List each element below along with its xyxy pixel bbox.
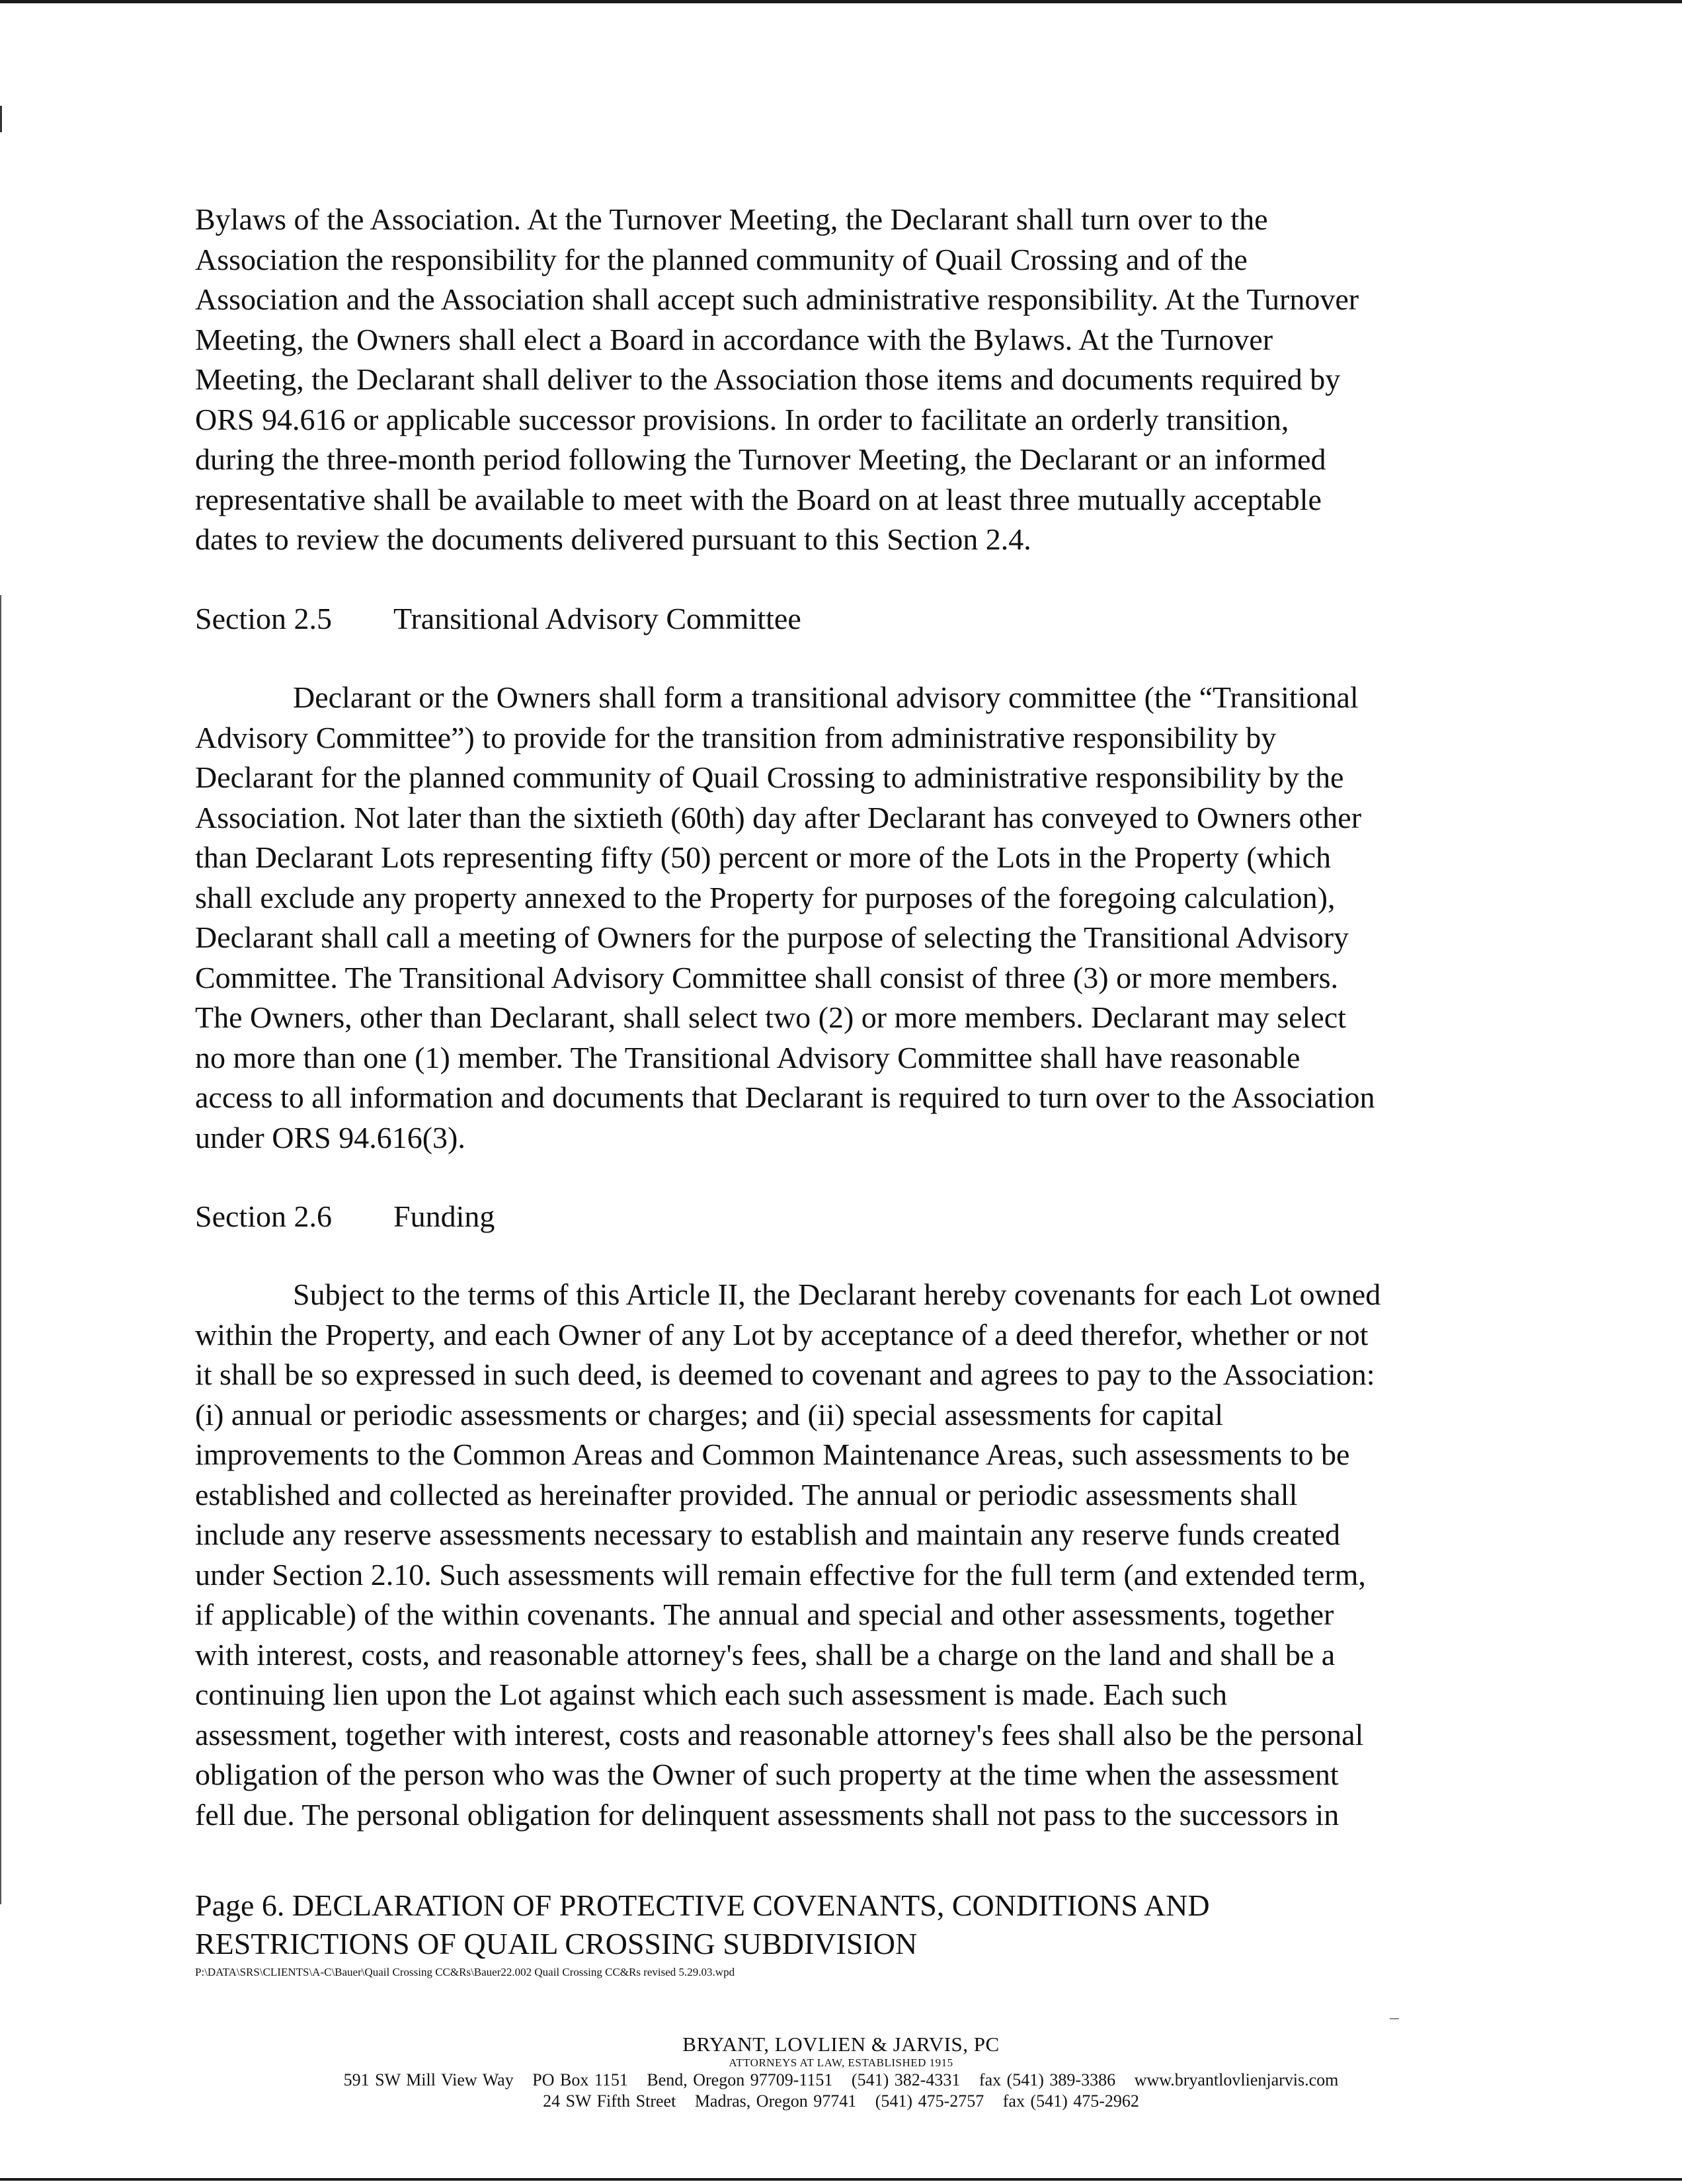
text-line: Association. Not later than the sixtieth (60th) day after Declarant has conveyed to Owners other bbox=[195, 800, 1362, 834]
footer-caption-line: Page 6. DECLARATION OF PROTECTIVE COVENANTS, CONDITIONS AND bbox=[195, 1888, 1210, 1922]
text-line: within the Property, and each Owner of any Lot by acceptance of a deed therefor, whether or not bbox=[195, 1317, 1369, 1352]
bottom-scan-border bbox=[0, 2178, 1682, 2181]
text-line: improvements to the Common Areas and Common Maintenance Areas, such assessments to be bbox=[195, 1437, 1350, 1471]
section-heading-2-6 bbox=[195, 1197, 495, 1236]
text-line: access to all information and documents that Declarant is required to turn over to the Association bbox=[195, 1080, 1375, 1114]
office-address-madras bbox=[0, 2091, 1682, 2112]
text-line: established and collected as hereinafter provided. The annual or periodic assessments shall bbox=[195, 1477, 1298, 1512]
firm-name: BRYANT, LOVLIEN & JARVIS, PC bbox=[682, 2033, 1000, 2056]
text-line: Bylaws of the Association. At the Turnover Meeting, the Declarant shall turn over to the bbox=[195, 202, 1268, 236]
office-phone: (541) 475-2757 bbox=[875, 2091, 984, 2111]
paragraph-funding bbox=[195, 1275, 1484, 1835]
office-fax: fax (541) 475-2962 bbox=[1002, 2091, 1139, 2111]
office-po-box: PO Box 1151 bbox=[532, 2070, 628, 2089]
text-line: Declarant for the planned community of Quail Crossing to administrative responsibility by the bbox=[195, 760, 1344, 794]
firm-website: www.bryantlovlienjarvis.com bbox=[1134, 2070, 1339, 2089]
paragraph-turnover-continuation bbox=[195, 200, 1484, 560]
text-line: shall exclude any property annexed to the Property for purposes of the foregoing calculation), bbox=[195, 880, 1336, 914]
text-line: it shall be so expressed in such deed, is deemed to covenant and agrees to pay to the Association: bbox=[195, 1357, 1375, 1391]
office-fax: fax (541) 389-3386 bbox=[979, 2070, 1116, 2089]
office-city: Madras, Oregon 97741 bbox=[694, 2091, 857, 2111]
text-line: no more than one (1) member. The Transitional Advisory Committee shall have reasonable bbox=[195, 1040, 1301, 1074]
office-phone: (541) 382-4331 bbox=[851, 2070, 961, 2089]
text-line: continuing lien upon the Lot against which each such assessment is made. Each such bbox=[195, 1678, 1228, 1711]
text-line: obligation of the person who was the Owner of such property at the time when the assessment bbox=[195, 1758, 1339, 1791]
section-title: Funding bbox=[393, 1199, 495, 1233]
office-street: 591 SW Mill View Way bbox=[343, 2070, 514, 2089]
text-line: under ORS 94.616(3). bbox=[195, 1120, 465, 1154]
text-line: Meeting, the Declarant shall deliver to the Association those items and documents required by bbox=[195, 362, 1341, 396]
text-line: ORS 94.616 or applicable successor provisions. In order to facilitate an orderly transition, bbox=[195, 402, 1289, 436]
office-address-bend bbox=[0, 2070, 1682, 2091]
text-line: Subject to the terms of this Article II, the Declarant hereby covenants for each Lot owned bbox=[293, 1277, 1381, 1311]
text-line: Declarant shall call a meeting of Owners for the purpose of selecting the Transitional Advisory bbox=[195, 920, 1349, 954]
text-line: Association and the Association shall accept such administrative responsibility. At the Turnover bbox=[195, 282, 1359, 316]
section-number: Section 2.6 bbox=[195, 1199, 332, 1233]
office-street: 24 SW Fifth Street bbox=[543, 2091, 676, 2111]
text-line: include any reserve assessments necessary to establish and maintain any reserve funds created bbox=[195, 1517, 1341, 1551]
document-file-path: P:\DATA\SRS\CLIENTS\A-C\Bauer\Quail Crossing CC&Rs\Bauer22.002 Quail Crossing CC&Rs revised 5.29.03.wpd bbox=[195, 1966, 735, 1978]
text-line: (i) annual or periodic assessments or charges; and (ii) special assessments for capital bbox=[195, 1397, 1223, 1432]
text-line: with interest, costs, and reasonable attorney's fees, shall be a charge on the land and shall be a bbox=[195, 1637, 1336, 1672]
firm-letterhead bbox=[0, 2033, 1682, 2112]
scan-edge-mark bbox=[0, 106, 2, 132]
section-title: Transitional Advisory Committee bbox=[393, 602, 801, 635]
text-line: if applicable) of the within covenants. The annual and special and other assessments, together bbox=[195, 1598, 1334, 1631]
text-line: during the three-month period following the Turnover Meeting, the Declarant or an informed bbox=[195, 442, 1326, 476]
section-heading-2-5 bbox=[195, 599, 801, 639]
text-line: Advisory Committee”) to provide for the transition from administrative responsibility by bbox=[195, 720, 1277, 754]
firm-tagline: ATTORNEYS AT LAW, ESTABLISHED 1915 bbox=[729, 2056, 953, 2069]
section-number: Section 2.5 bbox=[195, 602, 332, 635]
text-line: Meeting, the Owners shall elect a Board in accordance with the Bylaws. At the Turnover bbox=[195, 322, 1273, 356]
text-line: than Declarant Lots representing fifty (50) percent or more of the Lots in the Property (which bbox=[195, 840, 1332, 874]
scan-edge-mark bbox=[0, 595, 1, 1904]
top-scan-border bbox=[0, 0, 1682, 3]
office-city: Bend, Oregon 97709-1151 bbox=[647, 2070, 833, 2089]
text-line: Committee. The Transitional Advisory Committee shall consist of three (3) or more members. bbox=[195, 960, 1339, 994]
text-line: Association the responsibility for the planned community of Quail Crossing and of the bbox=[195, 242, 1248, 276]
text-line: Declarant or the Owners shall form a transitional advisory committee (the “Transitional bbox=[293, 680, 1359, 714]
text-line: assessment, together with interest, costs and reasonable attorney's fees shall also be the personal bbox=[195, 1717, 1364, 1752]
scan-artifact bbox=[1390, 2018, 1399, 2019]
paragraph-transitional-advisory-committee bbox=[195, 678, 1484, 1158]
text-line: under Section 2.10. Such assessments will remain effective for the full term (and extended term, bbox=[195, 1557, 1366, 1592]
text-line: dates to review the documents delivered pursuant to this Section 2.4. bbox=[195, 522, 1031, 556]
text-line: fell due. The personal obligation for delinquent assessments shall not pass to the successors in bbox=[195, 1797, 1340, 1832]
text-line: The Owners, other than Declarant, shall select two (2) or more members. Declarant may select bbox=[195, 1000, 1346, 1034]
footer-caption-line: RESTRICTIONS OF QUAIL CROSSING SUBDIVISION bbox=[195, 1927, 918, 1961]
page-footer-caption bbox=[195, 1886, 1210, 1963]
text-line: representative shall be available to meet with the Board on at least three mutually acceptable bbox=[195, 482, 1322, 516]
